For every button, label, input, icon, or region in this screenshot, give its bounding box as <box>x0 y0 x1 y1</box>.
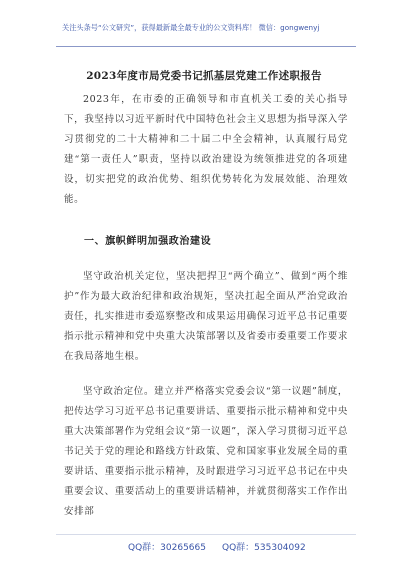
footer-qq-group-1: QQ群：30265665 <box>128 543 206 553</box>
header-divider <box>56 46 356 47</box>
section-paragraph-2-text: 坚守政治定位。建立并严格落实党委会议“第一议题”制度，把传达学习习近平总书记重要讲话、重要指示批示精神和党中央重大决策部署作为党组会议“第一议题”，深入学习贯彻习近平总书记关于党的理论和路线方针政策、党和国家事业发展全局的重要讲话、重要指示批示精神，及时跟进学习习近平总书记在中央重要会议、重要活动上的重要讲话精神，并就贯彻落实工作作出安排部 <box>64 386 348 517</box>
header-banner: 关注头条号“公文研究”，获得最新最全最专业的公文资料库！ 微信：gongwenyj <box>62 23 320 32</box>
intro-text: 2023年，在市委的正确领导和市直机关工委的关心指导下，我坚持以习近平新时代中国特色社会主义思想为指导深入学习贯彻党的二十大精神和二十届二中全会精神，认真履行局党建“第一责任人”职责，坚持以政治建设为统领推进党的各项建设，切实把党的政治优势、组织优势转化为发展效能、治理效能。 <box>64 94 348 205</box>
section-paragraph-1 <box>64 267 348 377</box>
section-paragraph-1-text: 坚守政治机关定位，坚决把捍卫“两个确立”、做到“两个维护”作为最大政治纪律和政治规矩，坚决扛起全面从严治党政治责任，扎实推进市委巡察整改和成果运用确保习近平总书记重要指示批示精神和党中央重大决策部署以及省委市委重要工作要求在我局落地生根。 <box>64 271 348 362</box>
footer-divider <box>56 534 356 535</box>
document-title: 2023年度市局党委书记抓基层党建工作述职报告 <box>86 70 322 82</box>
intro-paragraph <box>64 90 348 252</box>
footer-qq-group-2: QQ群：535304092 <box>222 543 306 553</box>
section-paragraph-2 <box>64 382 348 532</box>
footer <box>0 540 408 554</box>
section-heading: 一、旗帜鲜明加强政治建设 <box>84 236 212 247</box>
